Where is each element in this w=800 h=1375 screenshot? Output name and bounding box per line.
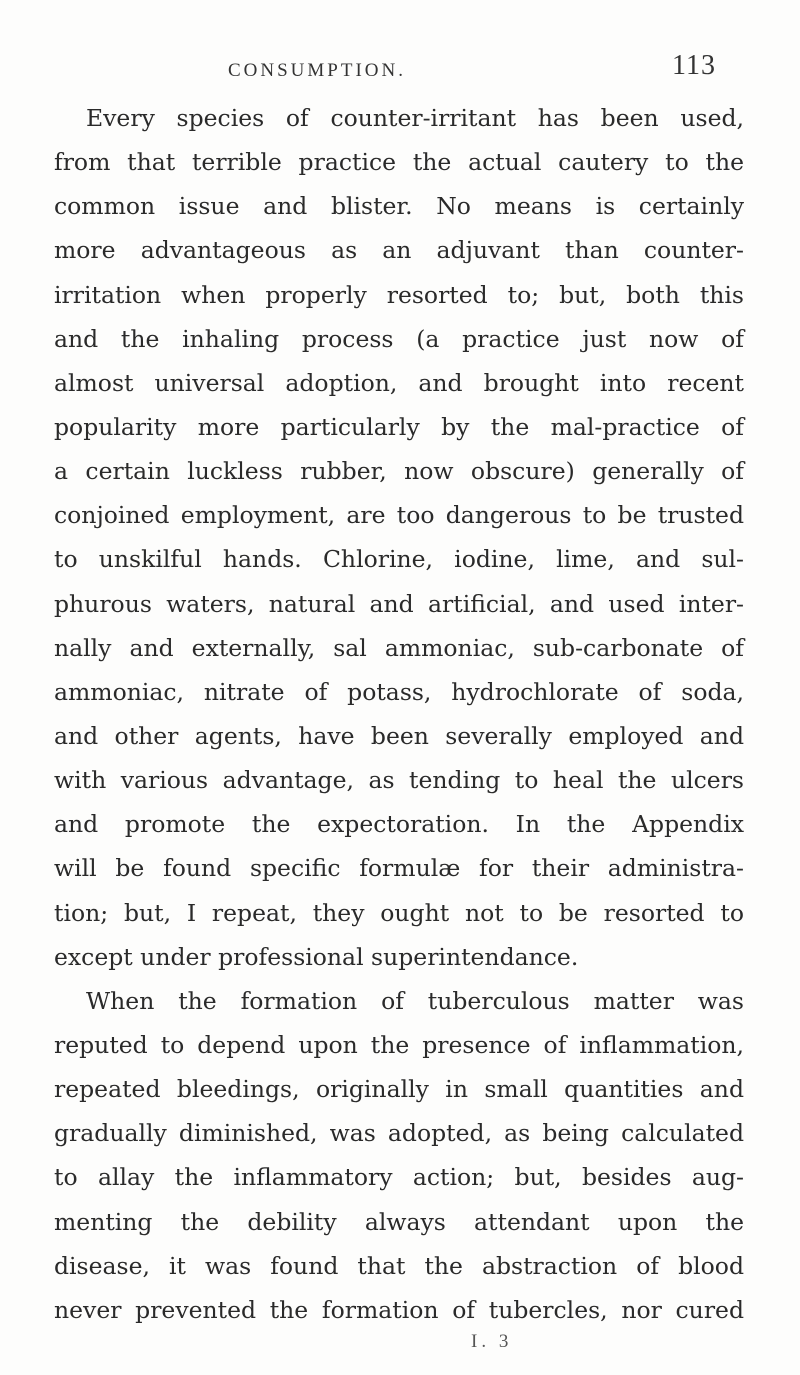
- text-line: common issue and blister. No means is certainly: [54, 192, 744, 221]
- text-line: repeated bleedings, originally in small quantities and: [54, 1075, 744, 1104]
- text-line: irritation when properly resorted to; but, both this: [54, 280, 744, 309]
- text-line: nally and externally, sal ammoniac, sub-carbonate of: [54, 633, 744, 662]
- text-line: Every species of counter-irritant has been used,: [86, 104, 744, 132]
- text-line: reputed to depend upon the presence of inflammation,: [54, 1030, 744, 1059]
- text-line: from that terrible practice the actual cautery to the: [54, 148, 744, 177]
- text-line: and promote the expectoration. In the Appendix: [54, 810, 744, 839]
- text-line: will be found specific formulæ for their administra-: [54, 854, 744, 883]
- text-line: popularity more particularly by the mal-practice of: [54, 412, 744, 441]
- text-line: conjoined employment, are too dangerous to be trusted: [54, 501, 744, 530]
- text-line: phurous waters, natural and artificial, and used inter-: [54, 589, 744, 618]
- text-line: and other agents, have been severally employed and: [54, 721, 744, 750]
- body-text: [54, 96, 744, 1332]
- text-line: to unskilful hands. Chlorine, iodine, lime, and sul-: [54, 545, 744, 574]
- signature-mark: I. 3: [471, 1331, 513, 1352]
- text-line: except under professional superintendance.: [54, 942, 579, 971]
- text-line: more advantageous as an adjuvant than counter-: [54, 236, 744, 265]
- running-title: CONSUMPTION.: [228, 60, 406, 81]
- text-line: almost universal adoption, and brought into recent: [54, 368, 744, 397]
- text-line: a certain luckless rubber, now obscure) generally of: [54, 457, 744, 486]
- running-head: [0, 40, 800, 80]
- text-line: menting the debility always attendant upon the: [54, 1207, 744, 1236]
- text-line: tion; but, I repeat, they ought not to be resorted to: [54, 898, 744, 927]
- text-line: disease, it was found that the abstraction of blood: [54, 1251, 744, 1280]
- text-line: never prevented the formation of tubercles, nor cured: [54, 1295, 744, 1324]
- text-line: gradually diminished, was adopted, as being calculated: [54, 1119, 744, 1148]
- text-line: and the inhaling process (a practice just now of: [54, 324, 744, 353]
- text-line: ammoniac, nitrate of potass, hydrochlorate of soda,: [54, 677, 744, 706]
- text-line: to allay the inflammatory action; but, besides aug-: [54, 1163, 744, 1192]
- text-line: with various advantage, as tending to heal the ulcers: [54, 766, 744, 795]
- text-line: When the formation of tuberculous matter was: [86, 986, 744, 1015]
- page-number: 113: [672, 50, 716, 81]
